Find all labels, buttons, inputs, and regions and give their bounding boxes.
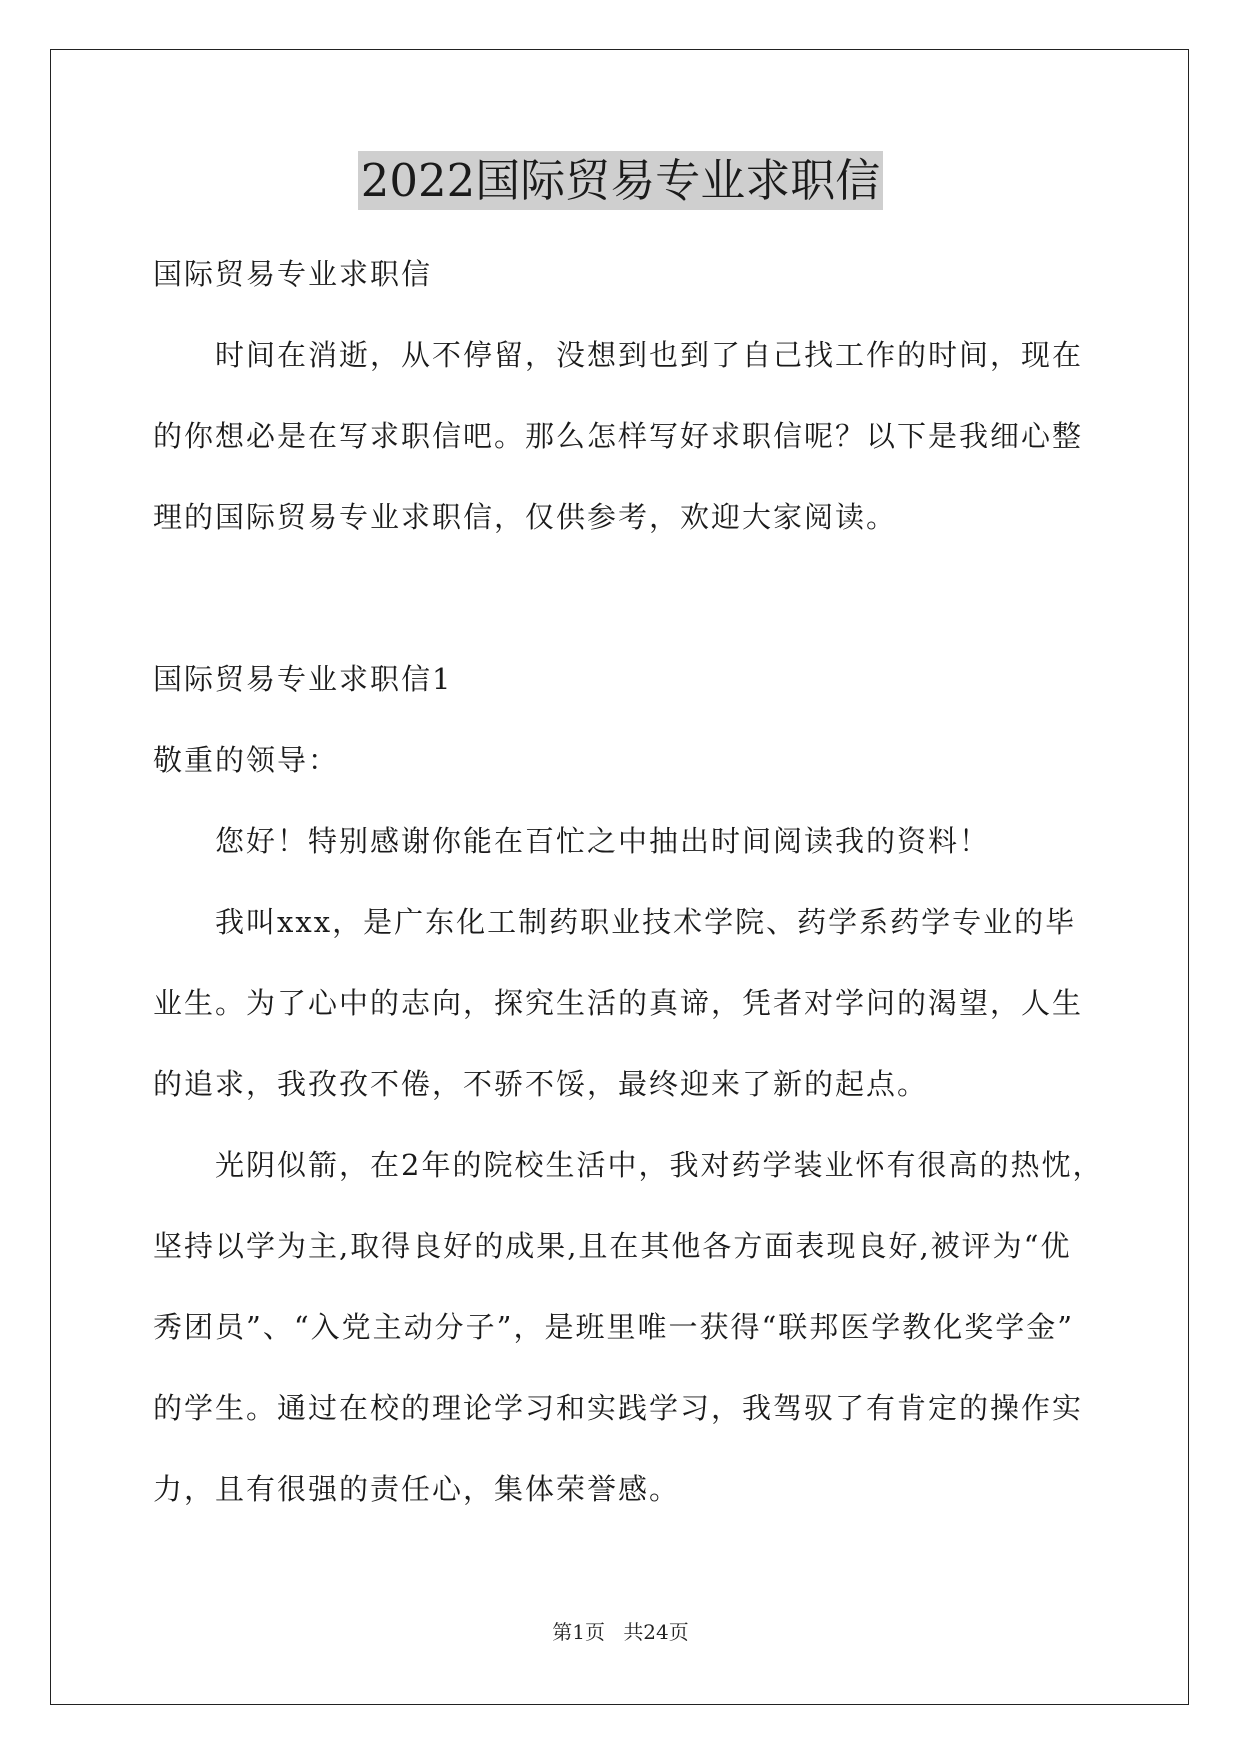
page-footer [0, 1616, 1241, 1645]
paragraph-line: 力，且有很强的责任心，集体荣誉感。 [153, 1472, 681, 1506]
paragraph-line: 理的国际贸易专业求职信，仅供参考，欢迎大家阅读。 [153, 500, 898, 534]
document-body [153, 234, 1104, 1530]
paragraph-line: 光阴似箭，在2年的院校生活中，我对药学装业怀有很高的热忱， [215, 1148, 1104, 1182]
paragraph-line: 我叫xxx，是广东化工制药职业技术学院、药学系药学专业的毕 [215, 905, 1077, 939]
section-heading: 国际贸易专业求职信1 [153, 662, 453, 696]
document-title: 2022国际贸易专业求职信 [358, 151, 884, 210]
paragraph-line: 的追求，我孜孜不倦，不骄不馁，最终迎来了新的起点。 [153, 1067, 929, 1101]
salutation: 敬重的领导： [153, 743, 340, 777]
paragraph-line: 业生。为了心中的志向，探究生活的真谛，凭者对学问的渴望，人生 [153, 986, 1084, 1020]
paragraph-line: 您好！特别感谢你能在百忙之中抽出时间阅读我的资料！ [215, 824, 991, 858]
title-container [0, 151, 1241, 210]
paragraph-line: 的你想必是在写求职信吧。那么怎样写好求职信呢？以下是我细心整 [153, 419, 1084, 453]
paragraph-line: 的学生。通过在校的理论学习和实践学习，我驾驭了有肯定的操作实 [153, 1391, 1084, 1425]
page-total: 共24页 [623, 1620, 689, 1644]
blank-line [153, 558, 1093, 639]
paragraph-line: 时间在消逝，从不停留，没想到也到了自己找工作的时间，现在 [215, 338, 1084, 372]
page-number: 第1页 [552, 1620, 605, 1644]
paragraph-line: 坚持以学为主,取得良好的成果,且在其他各方面表现良好,被评为“优 [153, 1229, 1072, 1263]
subtitle: 国际贸易专业求职信 [153, 257, 433, 291]
paragraph-line: 秀团员”、“入党主动分子”，是班里唯一获得“联邦医学教化奖学金” [153, 1310, 1075, 1344]
